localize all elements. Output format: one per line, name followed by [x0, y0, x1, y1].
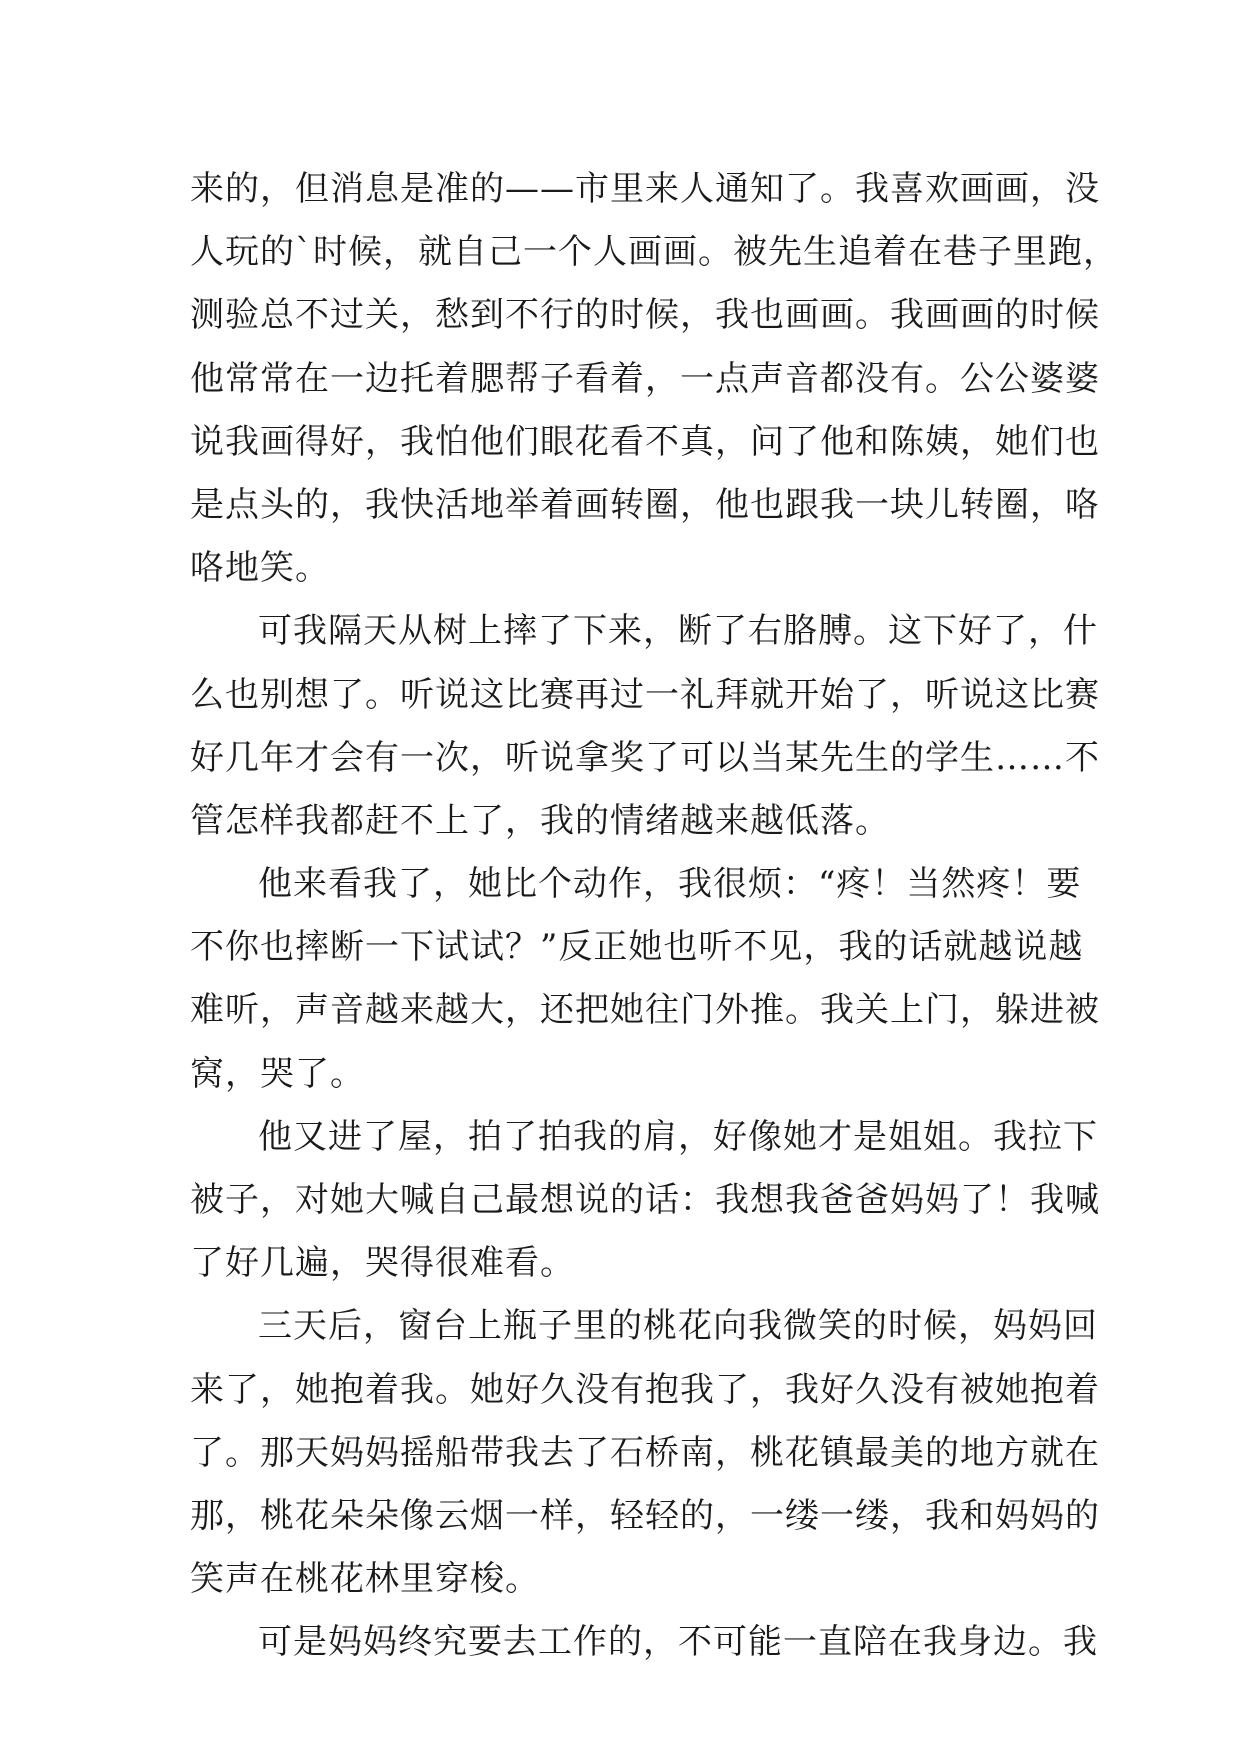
text-line: 了好几遍，哭得很难看。: [190, 1243, 575, 1284]
text-line: 好几年才会有一次，听说拿奖了可以当某先生的学生……不: [190, 737, 1100, 778]
text-line: 是点头的，我快活地举着画转圈，他也跟我一块儿转圈，咯: [190, 484, 1100, 525]
paragraph-start-line: 他又进了屋，拍了拍我的肩，好像她才是姐姐。我拉下: [258, 1116, 1098, 1157]
text-line: 测验总不过关，愁到不行的时候，我也画画。我画画的时候: [190, 295, 1100, 336]
text-line: 被子，对她大喊自己最想说的话：我想我爸爸妈妈了！我喊: [190, 1180, 1100, 1220]
paragraph-start-line: 可我隔天从树上摔了下来，断了右胳膊。这下好了，什: [258, 611, 1098, 652]
text-line: 不你也摔断一下试试？”反正她也听不见，我的话就越说越: [190, 927, 1084, 968]
paragraph-start-line: 可是妈妈终究要去工作的，不可能一直陪在我身边。我: [258, 1622, 1098, 1663]
text-line: 了。那天妈妈摇船带我去了石桥南，桃花镇最美的地方就在: [190, 1432, 1100, 1473]
text-line: 笑声在桃花林里穿梭。: [190, 1559, 540, 1600]
text-line: 窝，哭了。: [190, 1053, 365, 1094]
text-line: 来的，但消息是准的——市里来人通知了。我喜欢画画，没: [190, 169, 1100, 209]
paragraph-start-line: 三天后，窗台上瓶子里的桃花向我微笑的时候，妈妈回: [258, 1306, 1098, 1347]
text-line: 么也别想了。听说这比赛再过一礼拜就开始了，听说这比赛: [190, 674, 1100, 715]
text-line: 人玩的`时候，就自己一个人画画。被先生追着在巷子里跑，: [190, 232, 1118, 273]
text-line: 那，桃花朵朵像云烟一样，轻轻的，一缕一缕，我和妈妈的: [190, 1495, 1100, 1536]
text-line: 说我画得好，我怕他们眼花看不真，问了他和陈姨，她们也: [190, 421, 1100, 462]
body-text: [190, 158, 1118, 1675]
text-line: 难听，声音越来越大，还把她往门外推。我关上门，躲进被: [190, 990, 1100, 1031]
text-line: 管怎样我都赶不上了，我的情绪越来越低落。: [190, 800, 890, 841]
paragraph-start-line: 他来看我了，她比个动作，我很烦：“疼！当然疼！要: [258, 864, 1082, 905]
text-line: 咯地笑。: [190, 548, 330, 589]
text-line: 他常常在一边托着腮帮子看着，一点声音都没有。公公婆婆: [190, 358, 1100, 399]
text-line: 来了，她抱着我。她好久没有抱我了，我好久没有被她抱着: [190, 1369, 1100, 1410]
